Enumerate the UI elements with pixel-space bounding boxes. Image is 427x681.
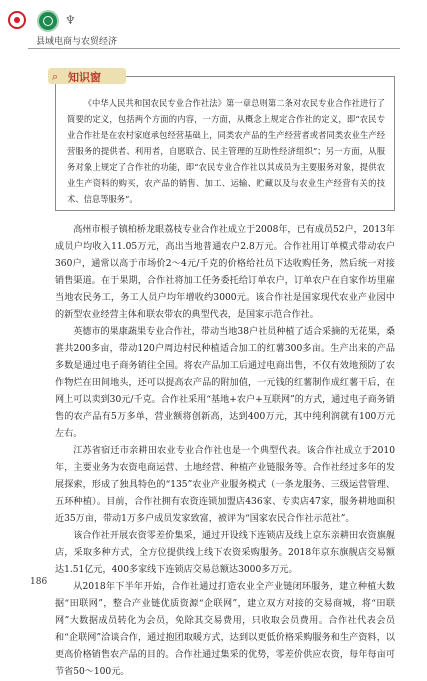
- header-divider: [28, 48, 400, 49]
- body-paragraph: 英德市的果康蔬果专业合作社，带动当地38户社员种植了适合采摘的无花果，桑葚共200多亩，带动120户周边村民种植适合加工的红薯300多亩。生产出来的产品多数是通过电子商务销往全国。将农产品加工后通过电商出售，不仅有效地预防了农作物烂在田间地头，还可以提高农产品的附加值，一元钱的红薯制作成红薯干后，在网上可以卖到30元/千克。合作社采用“基地+农户+互联网”的方式，通过电子商务销售的农产品有5万多单，营业额将创新高，达到400万元，其中纯利润就有100万元左右。: [55, 327, 395, 439]
- body-paragraph: 江苏省宿迁市亲耕田农业专业合作社也是一个典型代表。该合作社成立于2010年，主要业务为农资电商运营、土地经营、种植产业链服务等。合作社经过多年的发展探索，形成了独具特色的“135”农业产业服务模式（一条龙服务、三级运营管理、五环种植）。目前，合作社拥有农资连锁加盟店436家、专卖店47家，服务耕地面积近35万亩，带动1万多户成员发家致富，被评为“国家农民合作社示范社”。: [55, 446, 395, 524]
- magnifier-icon: ⌕: [52, 70, 59, 83]
- page-number: 186: [30, 577, 48, 587]
- knowledge-window-badge: [48, 68, 126, 84]
- body-paragraph: 高州市根子镇柏桥龙眼荔枝专业合作社成立于2008年，已有成员52户，2013年成员户均收入11.05万元，高出当地普通农户2.8万元。合作社用订单模式带动农户360户，通常以高于市场价2～4元/千克的价格给社员下达收购任务，然后统一对接销售渠道。在于果期，合作社将加工任务委托给订单农户，订单农户在自家作坊里雇当地农民务工，务工人员户均年增收约3000元。该合作社是国家现代农业产业园中的新型农业经营主体和联农带农的典型代表，是国家示范合作社。: [55, 225, 395, 320]
- body-paragraph: 该合作社开展农资零差价集采，通过开设线下连锁店及线上京东亲耕田农资旗舰店，采取多种方式，全方位提供线上线下农资采购服务。2018年京东旗舰店交易额达1.51亿元，400多家线下连锁店交易总额达3000多万元。: [55, 531, 395, 575]
- rice-ear-icon: ♆: [65, 13, 76, 27]
- target-logo-icon: [8, 11, 26, 29]
- running-header-title: 县域电商与农贸经济: [36, 37, 118, 47]
- main-body: [55, 222, 395, 681]
- knowledge-window-text: 《中华人民共和国农民专业合作社法》第一章总则第二条对农民专业合作社进行了简要的定义，包括两个方面的内容，一方面，从概念上规定合作社的定义，即“农民专业合作社是在农村家庭承包经营基础上，同类农产品的生产经营者或者同类农业生产经营服务的提供者、利用者，自愿联合、民主管理的互助性经济组织”；另一方面，从服务对象上规定了合作社的功能，即“农民专业合作社以其成员为主要服务对象，提供农业生产资料的购买，农产品的销售、加工、运输、贮藏以及与农业生产经营有关的技术、信息等服务”。: [67, 98, 385, 204]
- knowledge-window-label: 知识窗: [68, 71, 101, 84]
- globe-logo-icon: [37, 10, 59, 32]
- body-paragraph: 从2018年下半年开始，合作社通过打造农业全产业链闭环服务，建立种植大数据“田联网”，整合产业链优质资源“企联网”，建立双方对接的交易商城，将“田联网”大数据成员转化为会员，免除其交易费用，只收取会员费用。合作社代表会员和“企联网”洽谈合作，通过抱团取暖方式，达到以更低价格采购服务和生产资料，以更高价格销售农产品的目的。合作社通过集采的优势，零差价供应农资，每年每亩可节省50～100元。: [55, 582, 395, 677]
